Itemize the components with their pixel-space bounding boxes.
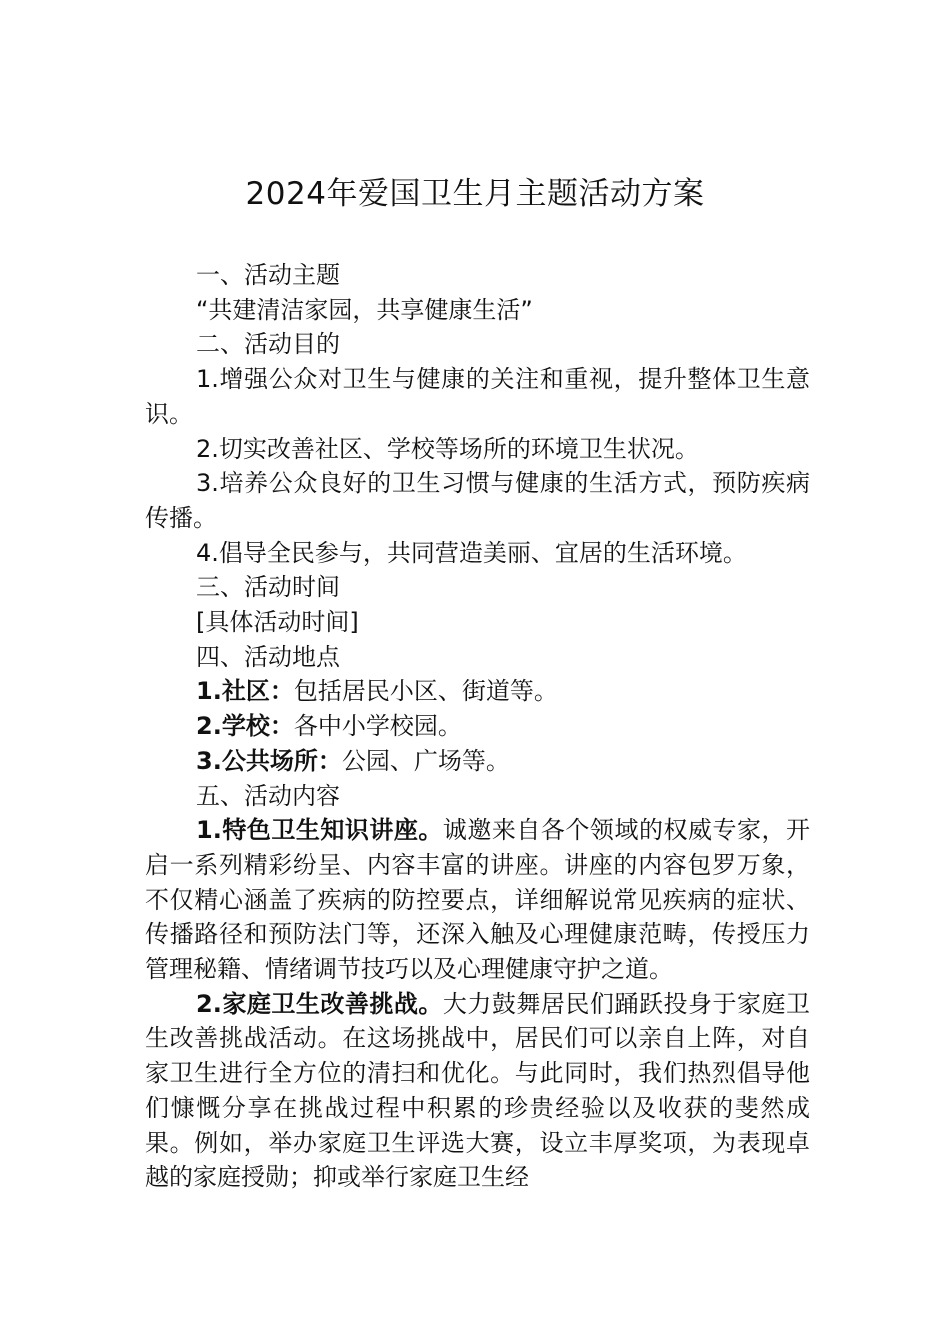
location-item	[145, 709, 810, 744]
content-item-label: 1.特色卫生知识讲座。	[196, 816, 443, 845]
purpose-item: 4.倡导全民参与，共同营造美丽、宜居的生活环境。	[196, 538, 747, 567]
content-item-text: 大力鼓舞居民们踊跃投身于家庭卫生改善挑战活动。在这场挑战中，居民们可以亲自上阵，对自家卫生进行全方位的清扫和优化。与此同时，我们热烈倡导他们慷慨分享在挑战过程中积累的珍贵经验以及收获的斐然成果。例如，举办家庭卫生评选大赛，设立丰厚奖项，为表现卓越的家庭授勋；抑或举行家庭卫生经	[145, 989, 810, 1192]
section-heading-theme: 一、活动主题	[196, 261, 340, 289]
location-item	[145, 744, 810, 779]
location-label: 2.学校：	[196, 712, 294, 741]
section-heading-location: 四、活动地点	[196, 642, 340, 671]
purpose-item: 3.培养公众良好的卫生习惯与健康的生活方式，预防疾病传播。	[145, 469, 810, 532]
activity-time: [具体活动时间]	[196, 608, 359, 637]
location-text: 包括居民小区、街道等。	[293, 677, 558, 706]
location-label: 3.公共场所：	[196, 746, 342, 775]
section-heading-time: 三、活动时间	[196, 573, 340, 602]
section-heading-content: 五、活动内容	[196, 781, 340, 810]
location-item	[145, 674, 810, 709]
content-item-label: 2.家庭卫生改善挑战。	[196, 989, 443, 1018]
content-item	[145, 987, 810, 1195]
document-title: 2024年爱国卫生月主题活动方案	[245, 176, 705, 212]
content-item	[145, 813, 810, 987]
location-label: 1.社区：	[196, 677, 294, 706]
location-text: 公园、广场等。	[341, 746, 510, 775]
purpose-item: 1.增强公众对卫生与健康的关注和重视，提升整体卫生意识。	[145, 365, 810, 428]
content-item-text: 诚邀来自各个领域的权威专家，开启一系列精彩纷呈、内容丰富的讲座。讲座的内容包罗万象，不仅精心涵盖了疾病的防控要点，详细解说常见疾病的症状、传播路径和预防法门等，还深入触及心理健康范畴，传授压力管理秘籍、情绪调节技巧以及心理健康守护之道。	[145, 816, 810, 984]
location-text: 各中小学校园。	[293, 712, 462, 741]
section-heading-purpose: 二、活动目的	[196, 330, 340, 359]
document-body	[145, 258, 810, 1195]
theme-slogan: “共建清洁家园，共享健康生活”	[196, 295, 533, 324]
purpose-item: 2.切实改善社区、学校等场所的环境卫生状况。	[196, 434, 699, 463]
